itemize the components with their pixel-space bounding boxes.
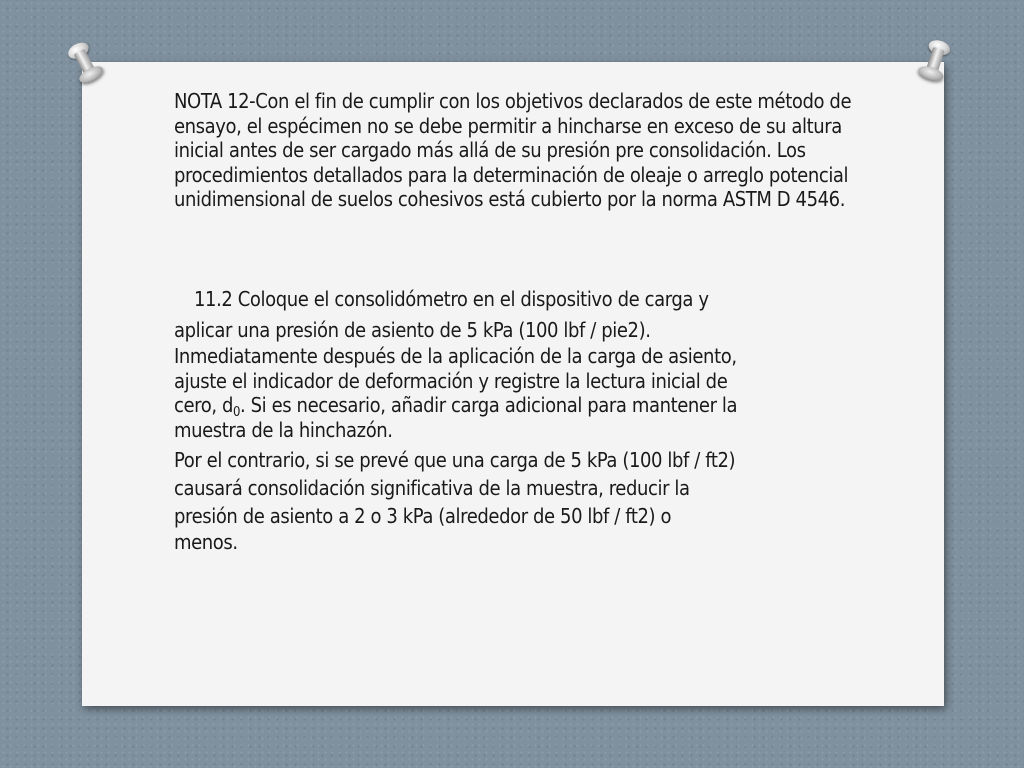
section-line: menos. [174,530,238,554]
section-line: muestra de la hinchazón. [174,417,393,442]
section-line: aplicar una presión de asiento de 5 kPa (100 lbf / pie2). [174,318,651,342]
section-text: cero, d [174,393,233,417]
section-line: Por el contrario, si se prevé que una carga de 5 kPa (100 lbf / ft2) [174,448,736,472]
note-paragraph: NOTA 12-Con el fin de cumplir con los objetivos declarados de este método de ensayo, el espécimen no se debe permitir a hincharse en exceso de su altura inicial antes de ser cargado más allá de su presión pre consolidación. Los procedimientos detallados para la determinación de oleaje o arreglo potencial unidimensional de suelos cohesivos está cubierto por la norma ASTM D 4546. [174,89,852,211]
subscript: 0 [232,405,241,420]
section-line: Inmediatamente después de la aplicación de la carga de asiento, [174,344,737,368]
section-paragraph [174,286,864,555]
section-line: causará consolidación significativa de la muestra, reducir la [174,476,690,500]
section-text: . Si es necesario, añadir carga adicional para mantener la [240,393,738,417]
section-line: presión de asiento a 2 o 3 kPa (alrededor de 50 lbf / ft2) o [174,504,672,528]
section-line [174,393,864,418]
section-line: ajuste el indicador de deformación y registre la lectura inicial de [174,368,728,393]
pushpin-icon [914,36,956,85]
section-line: 11.2 Coloque el consolidómetro en el dispositivo de carga y [194,287,709,311]
